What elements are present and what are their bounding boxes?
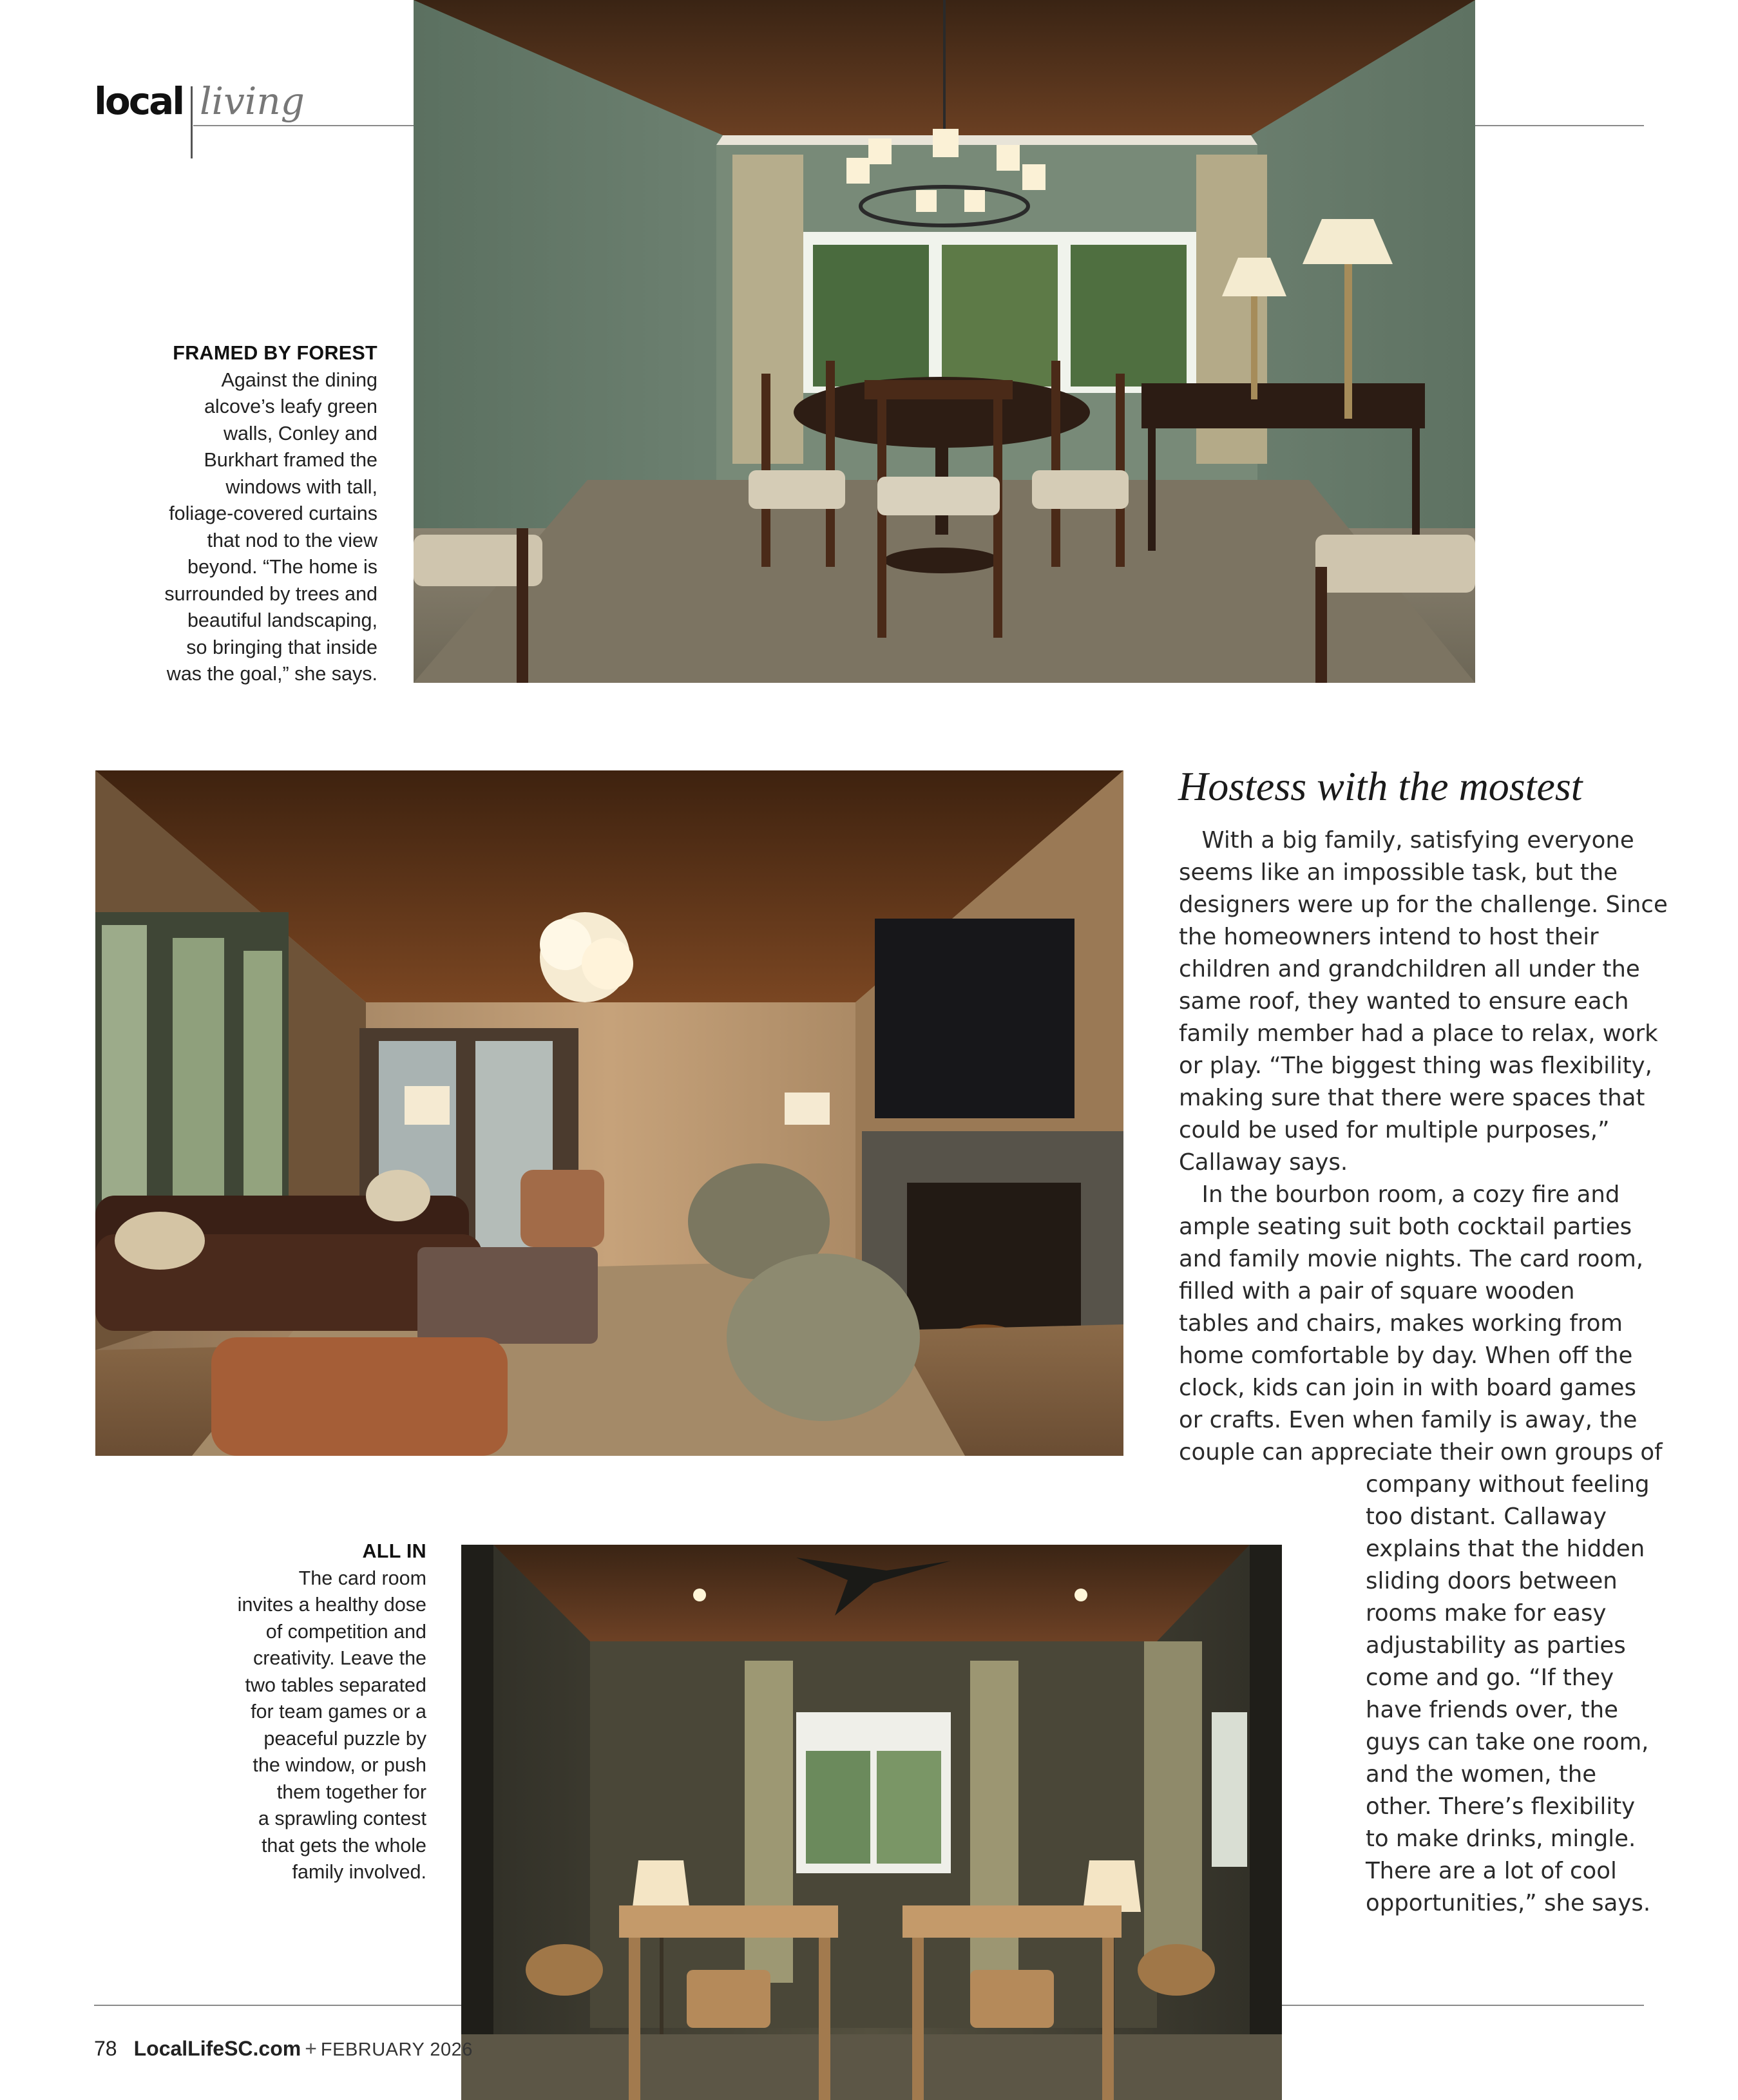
article-line: or play. “The biggest thing was flexibility, [1179, 1053, 1652, 1079]
article-line: guys can take one room, [1366, 1729, 1649, 1755]
article-line: filled with a pair of square wooden [1179, 1278, 1575, 1304]
article-line: company without feeling [1366, 1471, 1650, 1498]
article-line: same roof, they wanted to ensure each [1179, 988, 1629, 1015]
article-line: opportunities,” she says. [1366, 1890, 1651, 1916]
dining-photo-caption [129, 340, 377, 688]
caption-heading: FRAMED BY FOREST [173, 342, 377, 364]
page-number: 78 [94, 2037, 117, 2060]
caption-line: foliage-covered curtains [169, 502, 377, 524]
article-line: making sure that there were spaces that [1179, 1085, 1645, 1111]
article-line: sliding doors between [1366, 1568, 1618, 1594]
issue-date: FEBRUARY 2026 [320, 2039, 473, 2060]
article-line: clock, kids can join in with board games [1179, 1375, 1637, 1401]
caption-line: two tables separated [245, 1674, 426, 1696]
article-line: could be used for multiple purposes,” [1179, 1117, 1610, 1143]
footer-rule-right [1282, 2005, 1644, 2006]
caption-line: was the goal,” she says. [166, 663, 377, 685]
caption-line: surrounded by trees and [164, 582, 377, 605]
card-room-caption [193, 1538, 426, 1886]
footer-rule-left [94, 2005, 461, 2006]
caption-line: Against the dining [221, 368, 377, 391]
caption-line: walls, Conley and [223, 422, 377, 444]
article-body-wide [1179, 825, 1668, 1469]
brand-logo-local: local [94, 79, 184, 123]
article-line: home comfortable by day. When off the [1179, 1342, 1633, 1369]
article-line: explains that the hidden [1366, 1536, 1645, 1562]
footer-separator: + [305, 2037, 317, 2060]
article-line: In the bourbon room, a cozy fire and [1179, 1181, 1620, 1208]
bourbon-room-photo [95, 770, 1123, 1456]
article-heading: Hostess with the mostest [1178, 763, 1583, 809]
article-line: to make drinks, mingle. [1366, 1826, 1636, 1852]
article-line: the homeowners intend to host their [1179, 924, 1599, 950]
card-room-photo [461, 1545, 1282, 2100]
caption-line: invites a healthy dose [237, 1594, 426, 1616]
article-line: rooms make for easy [1366, 1600, 1607, 1627]
article-line: come and go. “If they [1366, 1665, 1614, 1691]
article-line: adjustability as parties [1366, 1632, 1626, 1659]
caption-line: Burkhart framed the [204, 449, 377, 471]
header-rule-left [193, 125, 414, 126]
site-link[interactable]: LocalLifeSC.com [133, 2037, 301, 2060]
caption-line: the window, or push [253, 1754, 426, 1776]
article-line: children and grandchildren all under the [1179, 956, 1640, 982]
article-line: and family movie nights. The card room, [1179, 1246, 1644, 1272]
caption-line: peaceful puzzle by [263, 1727, 426, 1750]
article-line: tables and chairs, makes working from [1179, 1310, 1623, 1337]
caption-line: windows with tall, [225, 475, 377, 498]
caption-line: creativity. Leave the [253, 1647, 426, 1669]
article-line: too distant. Callaway [1366, 1503, 1607, 1530]
article-line: or crafts. Even when family is away, the [1179, 1407, 1638, 1433]
header-divider [191, 86, 193, 158]
article-line: couple can appreciate their own groups of [1179, 1439, 1663, 1465]
article-line: Callaway says. [1179, 1149, 1348, 1176]
dining-room-photo [414, 0, 1475, 683]
article-line: other. There’s flexibility [1366, 1793, 1636, 1820]
caption-line: them together for [276, 1780, 426, 1803]
article-line: There are a lot of cool [1366, 1858, 1617, 1884]
caption-line: family involved. [292, 1861, 426, 1883]
caption-line: so bringing that inside [186, 636, 377, 658]
article-body-narrow [1366, 1469, 1650, 1920]
article-line: With a big family, satisfying everyone [1179, 827, 1634, 854]
caption-heading: ALL IN [362, 1540, 426, 1562]
caption-line: that nod to the view [207, 529, 377, 551]
article-line: seems like an impossible task, but the [1179, 859, 1618, 886]
caption-line: of competition and [265, 1620, 426, 1643]
article-line: designers were up for the challenge. Since [1179, 892, 1668, 918]
caption-line: beautiful landscaping, [187, 609, 377, 631]
caption-line: alcove’s leafy green [204, 396, 377, 417]
section-label: living [200, 79, 305, 123]
article-line: and the women, the [1366, 1761, 1597, 1788]
article-line: have friends over, the [1366, 1697, 1618, 1723]
article-line: ample seating suit both cocktail parties [1179, 1214, 1632, 1240]
header-rule-right [1475, 125, 1644, 126]
caption-line: The card room [298, 1567, 426, 1589]
caption-line: that gets the whole [261, 1834, 426, 1857]
page-footer [94, 2036, 473, 2063]
caption-line: for team games or a [251, 1701, 426, 1723]
article-line: family member had a place to relax, work [1179, 1020, 1658, 1047]
caption-line: beyond. “The home is [187, 556, 377, 578]
caption-line: a sprawling contest [258, 1808, 426, 1829]
